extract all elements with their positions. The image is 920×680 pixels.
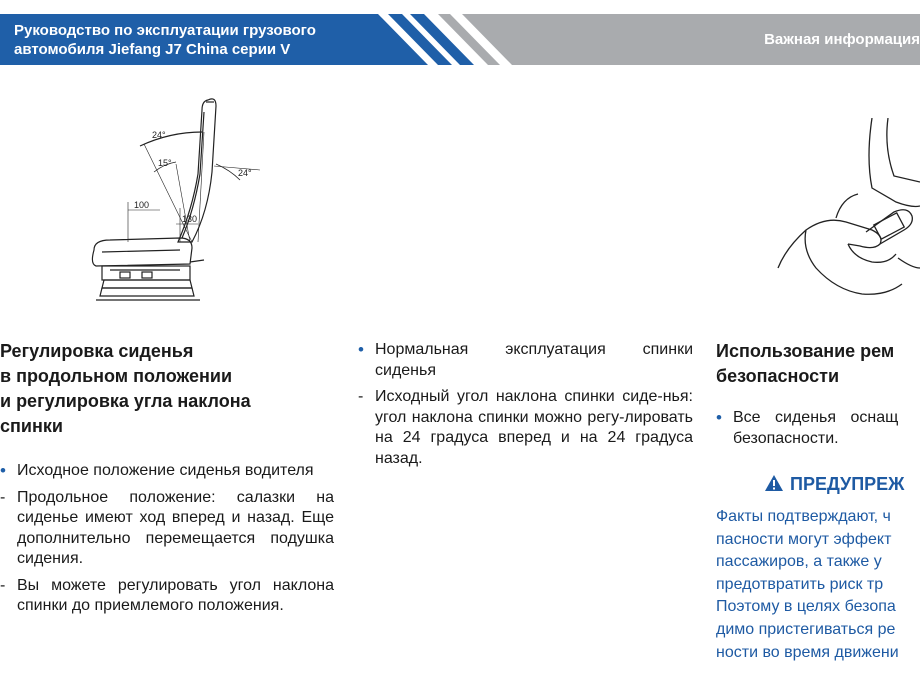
list-item-text: Нормальная эксплуатация спинки сиденья bbox=[375, 341, 693, 379]
heading-line: Использование рем bbox=[716, 341, 895, 361]
warning-line: пасности могут эффект bbox=[716, 530, 892, 548]
warning-line: Поэтому в целях безопа bbox=[716, 598, 896, 616]
list-item-text: Исходное положение сиденья водителя bbox=[17, 462, 314, 479]
seatbelt-list bbox=[716, 408, 920, 455]
list-item bbox=[0, 488, 334, 570]
label-angle-24-rear: 24° bbox=[238, 168, 252, 178]
heading-line: Регулировка сиденья bbox=[0, 341, 194, 361]
label-dim-100: 100 bbox=[134, 200, 150, 210]
list-item-text: безопасности. bbox=[733, 429, 839, 447]
list-item bbox=[0, 576, 334, 617]
list-item-text: Вы можете регулировать угол наклона спинки до приемлемого положения. bbox=[17, 576, 334, 614]
bullet-marker: • bbox=[716, 408, 722, 427]
list-item bbox=[358, 340, 693, 381]
list-item bbox=[0, 461, 334, 482]
bullet-marker: • bbox=[0, 461, 6, 480]
section-title: Важная информация bbox=[764, 31, 920, 48]
list-item-text: Продольное положение: салазки на сиденье имеют ход вперед и назад. Еще дополнительно перемещается подушка сидения. bbox=[17, 488, 334, 567]
bullet-marker: • bbox=[358, 340, 364, 359]
list-item bbox=[716, 408, 920, 449]
list-item bbox=[358, 387, 693, 469]
page-header bbox=[0, 14, 920, 65]
heading-line: и регулировка угла наклона bbox=[0, 391, 251, 411]
label-dim-130: 130 bbox=[182, 214, 198, 224]
warning-line: пассажиров, а также у bbox=[716, 553, 882, 571]
list-item-text: Все сиденья оснащ bbox=[733, 409, 899, 426]
heading-line: безопасности bbox=[716, 366, 840, 386]
backrest-list bbox=[358, 340, 693, 475]
heading-line: в продольном положении bbox=[0, 366, 233, 386]
warning-line: Факты подтверждают, ч bbox=[716, 508, 891, 525]
seat-adjustment-diagram bbox=[80, 92, 270, 308]
dash-marker: - bbox=[0, 576, 6, 594]
seat-adjustment-heading bbox=[0, 339, 300, 439]
label-angle-24-front: 24° bbox=[152, 130, 166, 140]
warning-line: предотвратить риск тр bbox=[716, 575, 884, 593]
warning-line: димо пристегиваться ре bbox=[716, 620, 896, 638]
warning-title-text: ПРЕДУПРЕЖ bbox=[790, 474, 905, 494]
dash-marker: - bbox=[0, 488, 6, 506]
warning-triangle-icon bbox=[764, 474, 784, 492]
manual-title bbox=[14, 21, 316, 59]
seat-adjustment-list bbox=[0, 461, 334, 623]
seatbelt-buckle-illustration bbox=[776, 118, 920, 302]
warning-text bbox=[716, 506, 920, 664]
dash-marker: - bbox=[358, 388, 364, 405]
manual-title-line2: автомобиля Jiefang J7 China серии V bbox=[14, 41, 291, 58]
seatbelt-heading bbox=[716, 339, 920, 389]
label-angle-15: 15° bbox=[158, 158, 172, 168]
list-item-text: Исходный угол наклона спинки сиде-нья: угол наклона спинки можно регу-лировать на 24 градуса вперед и на 24 градуса назад. bbox=[375, 388, 693, 467]
heading-line: спинки bbox=[0, 416, 63, 436]
warning-line: ности во время движени bbox=[716, 643, 899, 661]
manual-title-line1: Руководство по эксплуатации грузового bbox=[14, 22, 316, 39]
warning-title bbox=[764, 474, 904, 495]
